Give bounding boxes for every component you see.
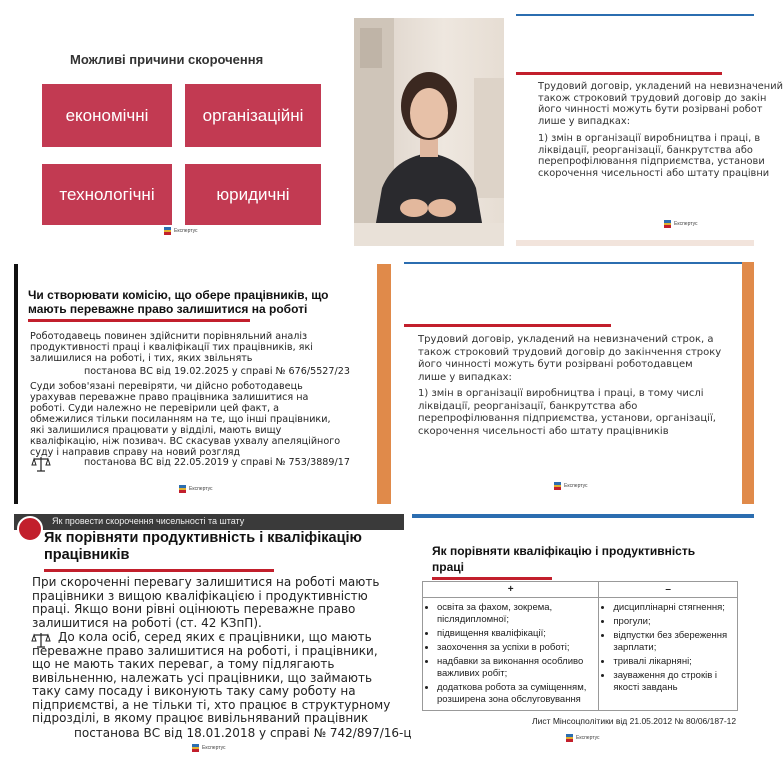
slide-title: Як порівняти кваліфікацію і продуктивність праці [432, 544, 696, 574]
logo-icon [164, 227, 171, 235]
slide-commission [14, 264, 391, 504]
presenter-image [354, 18, 504, 246]
scope-paragraph: До кола осіб, серед яких є працівники, що мають переважне право залишитися на роботі, і працівники, що не мають таких переваг, а тому підлягають вивільненню, належать усі працівники, що займають таку саму посаду і виконують таку саму роботу на підприємстві, а не тільки ті, хто працює в структурному підрозділі, в якому працює вивільняваний працівник [32, 630, 391, 725]
list-item: • дисциплінарні стягнення; [613, 602, 733, 614]
red-accent-line [432, 577, 552, 580]
court-ref: постанова ВС від 18.01.2018 у справі № 742/897/16-ц [74, 726, 412, 740]
column-header-minus: – [599, 582, 738, 598]
list-item: • тривалі лікарняні; [613, 656, 733, 668]
presenter-video [354, 18, 504, 246]
comparison-table [422, 581, 738, 711]
list-item: • освіта за фахом, зокрема, післядипломної; [437, 602, 594, 626]
red-accent-line [516, 72, 722, 75]
logo-icon [179, 485, 186, 493]
slide-reduction-reasons [14, 18, 349, 246]
logo-icon [664, 220, 671, 228]
top-accent-line [404, 262, 742, 264]
slide-title: Чи створювати комісію, що обере працівників, що мають переважне право залишитися на роботі [28, 288, 329, 316]
list-item: • підвищення кваліфікації; [437, 628, 594, 640]
termination-text: Трудовий договір, укладений на невизначений також строковий трудовий договір до закін його чинності можуть бути розірвані робот лише у випадках: 1) змін в організації виробництва і праці, в ліквідації, реорганізації, банкрутства або перепрофілювання підприємства, установи скорочення чисельності або штату працівни [538, 81, 783, 179]
red-accent-line [28, 319, 250, 322]
top-accent-line [516, 14, 754, 16]
list-item: • додаткова робота за суміщенням, розширена зона обслуговування [437, 682, 594, 706]
list-item: • відпустки без збереження зарплати; [613, 630, 733, 654]
top-accent-line [412, 514, 754, 518]
list-item: • надбавки за виконання особливо важливих робіт; [437, 656, 594, 680]
slide-productivity-comparison [14, 514, 412, 758]
court-review-paragraph: Суди зобов'язані перевіряти, чи дійсно роботодавець урахував переважне право працівника залишитися на роботі. Суди належно не перевірили цей факт, а обмежилися тільки посиланням на те, що інші працівники, які залишилися працювати у відділі, мають вищу кваліфікацію, ніж позивач. ВС скасував ухвалу апеляційного суду і направив справу на новий розгляд [30, 381, 341, 458]
slide-qualification-table [412, 514, 754, 758]
slide-termination-cropped [516, 14, 783, 246]
bottom-strip [516, 240, 754, 246]
reason-box-organizational: організаційні [185, 84, 321, 147]
slide-title: Як порівняти продуктивність і кваліфікацію працівників [44, 530, 362, 563]
list-item: • заохочення за успіхи в роботі; [437, 642, 594, 654]
termination-text: Трудовий договір, укладений на невизначений строк, а також строковий трудовий договір до закінчення строку його чинності можуть бути розірвані роботодавцем лише у випадках: 1) змін в організації виробництва і праці, в тому числі ліквідації, реорганізації, банкрутства або перепрофілювання підприємства, установи, організації, скорочення чисельності або штату працівників [418, 334, 722, 437]
scales-icon [32, 456, 50, 472]
plus-column [423, 598, 599, 711]
expertus-logo: Експертус [664, 220, 698, 228]
analysis-paragraph: Роботодавець повинен здійснити порівняльний аналіз продуктивності праці і кваліфікації тих працівників, які залишилися на роботі, і тих, яких звільнять [30, 331, 313, 364]
logo-icon [192, 744, 199, 752]
logo-icon [554, 482, 561, 490]
column-header-plus: + [423, 582, 599, 598]
right-edge-bar [742, 262, 754, 504]
reason-box-legal: юридичні [185, 164, 321, 225]
court-ref-1: постанова ВС від 19.02.2025 у справі № 676/5527/23 [84, 366, 350, 377]
video-caption: Як провести скорочення чисельності та штату [52, 516, 245, 526]
slide-termination-full [404, 262, 754, 504]
source-reference: Лист Мінсоцполітики від 21.05.2012 № 80/06/187-12 [532, 716, 737, 726]
court-ref-2: постанова ВС від 22.05.2019 у справі № 753/3889/17 [84, 457, 350, 468]
left-edge-bar [14, 264, 18, 504]
red-accent-line [44, 569, 274, 572]
expertus-logo: Експертус [192, 744, 226, 752]
channel-badge-icon [17, 516, 43, 542]
reason-box-technological: технологічні [42, 164, 172, 225]
qualification-paragraph: При скороченні перевагу залишитися на роботі мають працівники з вищою кваліфікацією і продуктивністю праці. Якщо вони рівні оцінюють переважне право залишитися на роботі (ст. 42 КЗпП). [32, 575, 380, 630]
list-item: • прогули; [613, 616, 733, 628]
expertus-logo: Експертус [164, 227, 198, 235]
expertus-logo: Експертус [566, 734, 600, 742]
expertus-logo: Експертус [554, 482, 588, 490]
reason-box-economic: економічні [42, 84, 172, 147]
minus-column [599, 598, 738, 711]
slide-title: Можливі причини скорочення [70, 52, 264, 67]
expertus-logo: Експертус [179, 485, 213, 493]
logo-icon [566, 734, 573, 742]
right-edge-bar [377, 264, 391, 504]
list-item: • зауваження до строків і якості завдань [613, 670, 733, 694]
red-accent-line [404, 324, 611, 327]
